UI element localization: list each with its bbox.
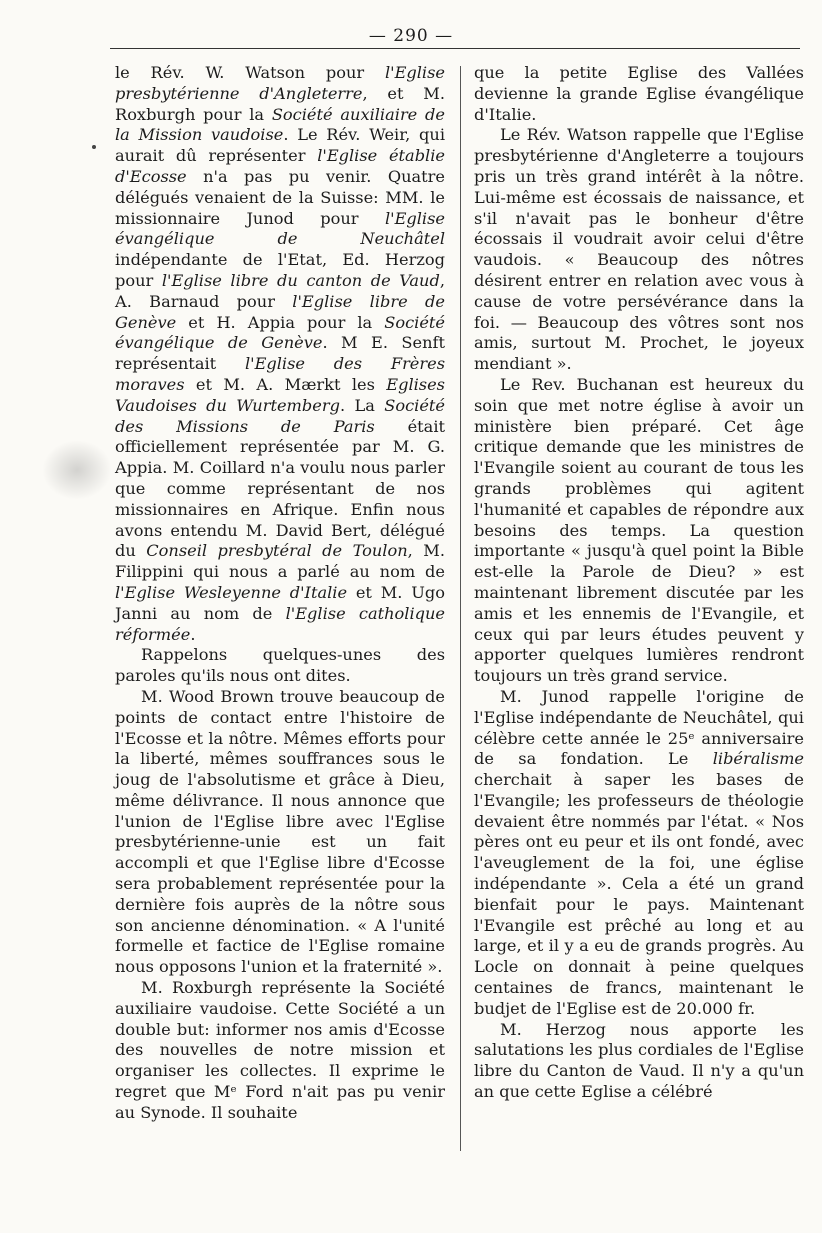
- paragraph: [115, 687, 445, 978]
- italic-text: l'Eglise libre de Genève: [115, 291, 445, 332]
- paragraph: [474, 125, 804, 375]
- paragraph: [474, 63, 804, 125]
- page-number: — 290 —: [368, 26, 454, 46]
- paragraph: [474, 375, 804, 687]
- text-run: , et M. Roxburgh pour la: [115, 83, 445, 124]
- paragraph: [474, 687, 804, 1020]
- ink-dot: [92, 145, 96, 149]
- italic-text: l'Eglise libre du canton de Vaud: [161, 270, 440, 290]
- italic-text: Société des Missions de Paris: [115, 395, 445, 436]
- italic-text: l'Eglise établie d'Ecosse: [115, 146, 445, 186]
- left-column: [115, 63, 445, 1124]
- paragraph: [115, 978, 445, 1124]
- text-run: M. Herzog nous apporte les salutations les plus cordiales de l'Eglise libre du Canton de Vaud. Il n'y a qu'un an que cette Eglise a célébré: [474, 1019, 804, 1102]
- header-rule: [110, 48, 800, 49]
- text-run: . Le Rév. Weir, qui aurait dû représenter: [115, 125, 445, 166]
- text-run: . M E. Senft représentait: [115, 333, 445, 374]
- right-column: [474, 63, 804, 1103]
- italic-text: l'Eglise des Frères moraves: [115, 354, 446, 394]
- italic-text: Eglises Vaudoises du Wurtemberg: [115, 374, 445, 415]
- italic-text: l'Eglise Wesleyenne d'Italie: [115, 582, 348, 602]
- text-run: Le Rev. Buchanan est heureux du soin que met notre église à avoir un ministère bien préparé. Cet âge critique demande que les ministres de l'Evangile soient au courant de tous les grands problèmes qui agitent l'humanité et capables de répondre aux besoins des temps. La question importante « jusqu'à quel point la Bible est-elle la Parole de Dieu? » est maintenant librement discutée par les amis et les ennemis de l'Evangile, et ceux qui par leurs études peuvent y apporter quelques lumières rendront toujours un très grand service.: [474, 374, 804, 686]
- text-run: le Rév. W. Watson pour: [115, 63, 385, 82]
- text-run: indépendante de l'Etat, Ed. Herzog pour: [115, 250, 445, 290]
- text-run: , A. Barnaud pour: [115, 270, 446, 311]
- italic-text: l'Eglise évangélique de Neuchâtel: [115, 208, 445, 249]
- text-run: , M. Filippini qui nous a parlé au nom de: [115, 541, 445, 582]
- italic-text: l'Eglise presbytérienne d'Angleterre: [115, 63, 445, 103]
- text-run: . La: [339, 395, 385, 415]
- text-run: n'a pas pu venir. Quatre délégués venaient de la Suisse: MM. le missionnaire Junod pour: [115, 166, 445, 228]
- text-run: et M. Ugo Janni au nom de: [115, 582, 445, 623]
- text-run: M. Wood Brown trouve beaucoup de points de contact entre l'histoire de l'Ecosse et la nôtre. Mêmes efforts pour la liberté, mêmes souffrances sous le joug de l'absolutisme et grâce à Dieu, même délivrance. Il nous annonce que l'union de l'Eglise libre avec l'Eglise presbytérienne-unie est un fait accompli et que l'Eglise libre d'Ecosse sera probablement représentée pour la dernière fois auprès de la nôtre sous son ancienne dénomination. « A l'unité formelle et factice de l'Eglise romaine nous opposons l'union et la fraternité ».: [115, 686, 445, 977]
- italic-text: l'Eglise catholique réformée: [115, 603, 445, 644]
- paragraph: [474, 1020, 804, 1103]
- italic-text: Conseil presbytéral de Toulon: [146, 541, 408, 561]
- text-run: que la petite Eglise des Vallées devienne la grande Eglise évangélique d'Italie.: [474, 63, 804, 124]
- italic-text: Société auxiliaire de la Mission vaudoise: [115, 104, 445, 145]
- paragraph: [115, 645, 445, 687]
- text-run: cherchait à saper les bases de l'Evangile; les professeurs de théologie devaient être nommés par l'état. « Nos pères ont eu peur et ils ont fondé, avec l'aveuglement de la foi, une église indépendante ». Cela a été un grand bienfait pour le pays. Maintenant l'Evangile est prêché au long et au large, et il y a eu de grands progrès. Au Locle on donnait à peine quelques centaines de francs, maintenant le budjet de l'Eglise est de 20.000 fr.: [474, 770, 804, 1018]
- text-run: .: [190, 624, 196, 644]
- ink-smudge: [42, 440, 112, 500]
- column-divider: [460, 66, 461, 1151]
- text-run: Le Rév. Watson rappelle que l'Eglise presbytérienne d'Angleterre a toujours pris un très grand intérêt à la nôtre. Lui-même est écossais de naissance, et s'il n'avait pas le bonheur d'être écossais il voudrait avoir celui d'être vaudois. « Beaucoup des nôtres désirent entrer en relation avec vous à cause de votre persévérance dans la foi. — Beaucoup des vôtres sont nos amis, surtout M. Prochet, le joyeux mendiant ».: [474, 125, 804, 374]
- text-run: et M. A. Mærkt les: [184, 374, 387, 394]
- paragraph: [115, 63, 445, 645]
- text-run: M. Junod rappelle l'origine de l'Eglise indépendante de Neuchâtel, qui célèbre cette année le 25ᵉ anniversaire de sa fondation. Le: [474, 686, 804, 769]
- italic-text: Société évangélique de Genève: [115, 312, 445, 353]
- text-run: et H. Appia pour la: [176, 312, 385, 332]
- text-run: M. Roxburgh représente la Société auxiliaire vaudoise. Cette Société a un double but: informer nos amis d'Ecosse des nouvelles de notre mission et organiser les collectes. Il exprime le regret que Mᵉ Ford n'ait pas pu venir au Synode. Il souhaite: [115, 978, 445, 1122]
- text-run: était officiellement représentée par M. G. Appia. M. Coillard n'a voulu nous parler que comme représentant de nos missionnaires en Afrique. Enfin nous avons entendu M. David Bert, délégué du: [115, 416, 445, 561]
- italic-text: libéralisme: [712, 749, 804, 769]
- text-run: Rappelons quelques-unes des paroles qu'ils nous ont dites.: [115, 645, 445, 686]
